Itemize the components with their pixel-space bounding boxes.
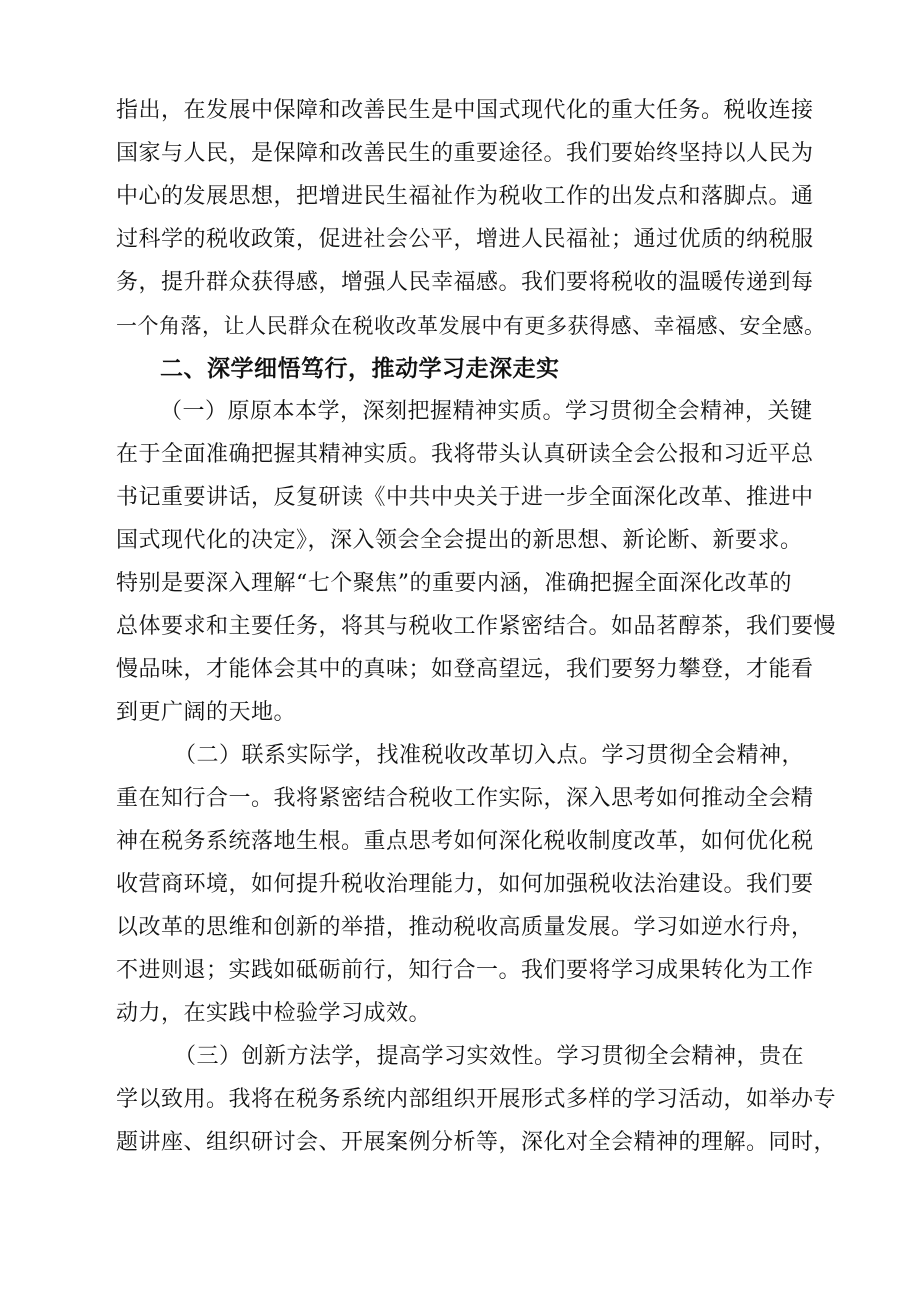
section-heading: 二、深学细悟笃行，推动学习走深走实: [160, 356, 560, 382]
text-line: 特别是要深入理解“七个聚焦”的重要内涵，准确把握全面深化改革的: [116, 571, 792, 596]
text-line: 到更广阔的天地。: [116, 700, 297, 725]
text-line: 书记重要讲话，反复研读《中共中央关于进一步全面深化改革、推进中: [116, 485, 814, 510]
text-line: 学以致用。我将在税务系统内部组织开展形式多样的学习活动，如举办专: [116, 1087, 837, 1112]
text-line: 指出，在发展中保障和改善民生是中国式现代化的重大任务。税收连接: [116, 98, 814, 123]
text-line: 在于全面准确把握其精神实质。我将带头认真研读全会公报和习近平总: [116, 442, 814, 467]
text-line: 总体要求和主要任务，将其与税收工作紧密结合。如品茗醇茶，我们要慢: [116, 614, 837, 639]
text-line: 慢品味，才能体会其中的真味；如登高望远，我们要努力攀登，才能看: [116, 657, 814, 682]
text-line: 神在税务系统落地生根。重点思考如何深化税收制度改革，如何优化税: [116, 829, 814, 854]
text-line: 不进则退；实践如砥砺前行，知行合一。我们要将学习成果转化为工作: [116, 958, 814, 983]
text-line: 一个角落，让人民群众在税收改革发展中有更多获得感、幸福感、安全感。: [116, 314, 826, 338]
text-line: 务，提升群众获得感，增强人民幸福感。我们要将税收的温暖传递到每: [116, 270, 814, 295]
text-line: 国家与人民，是保障和改善民生的重要途径。我们要始终坚持以人民为: [116, 141, 814, 166]
text-line: 重在知行合一。我将紧密结合税收工作实际，深入思考如何推动全会精: [116, 786, 814, 811]
text-line: （三）创新方法学，提高学习实效性。学习贯彻全会精神，贵在: [174, 1044, 805, 1069]
text-line: （一）原原本本学，深刻把握精神实质。学习贯彻全会精神，关键: [160, 399, 813, 424]
text-line: 国式现代化的决定》，深入领会全会提出的新思想、新论断、新要求。: [116, 528, 803, 553]
text-line: 以改革的思维和创新的举措，推动税收高质量发展。学习如逆水行舟，: [116, 915, 814, 940]
text-line: 收营商环境，如何提升税收治理能力，如何加强税收法治建设。我们要: [116, 872, 814, 897]
text-line: 过科学的税收政策，促进社会公平，增进人民福祉；通过优质的纳税服: [116, 227, 814, 252]
text-line: 题讲座、组织研讨会、开展案例分析等，深化对全会精神的理解。同时，: [116, 1130, 837, 1155]
text-line: 动力，在实践中检验学习成效。: [116, 1001, 432, 1026]
text-line: 中心的发展思想，把增进民生福祉作为税收工作的出发点和落脚点。通: [116, 184, 814, 209]
text-line: （二）联系实际学，找准税收改革切入点。学习贯彻全会精神，: [174, 743, 805, 768]
